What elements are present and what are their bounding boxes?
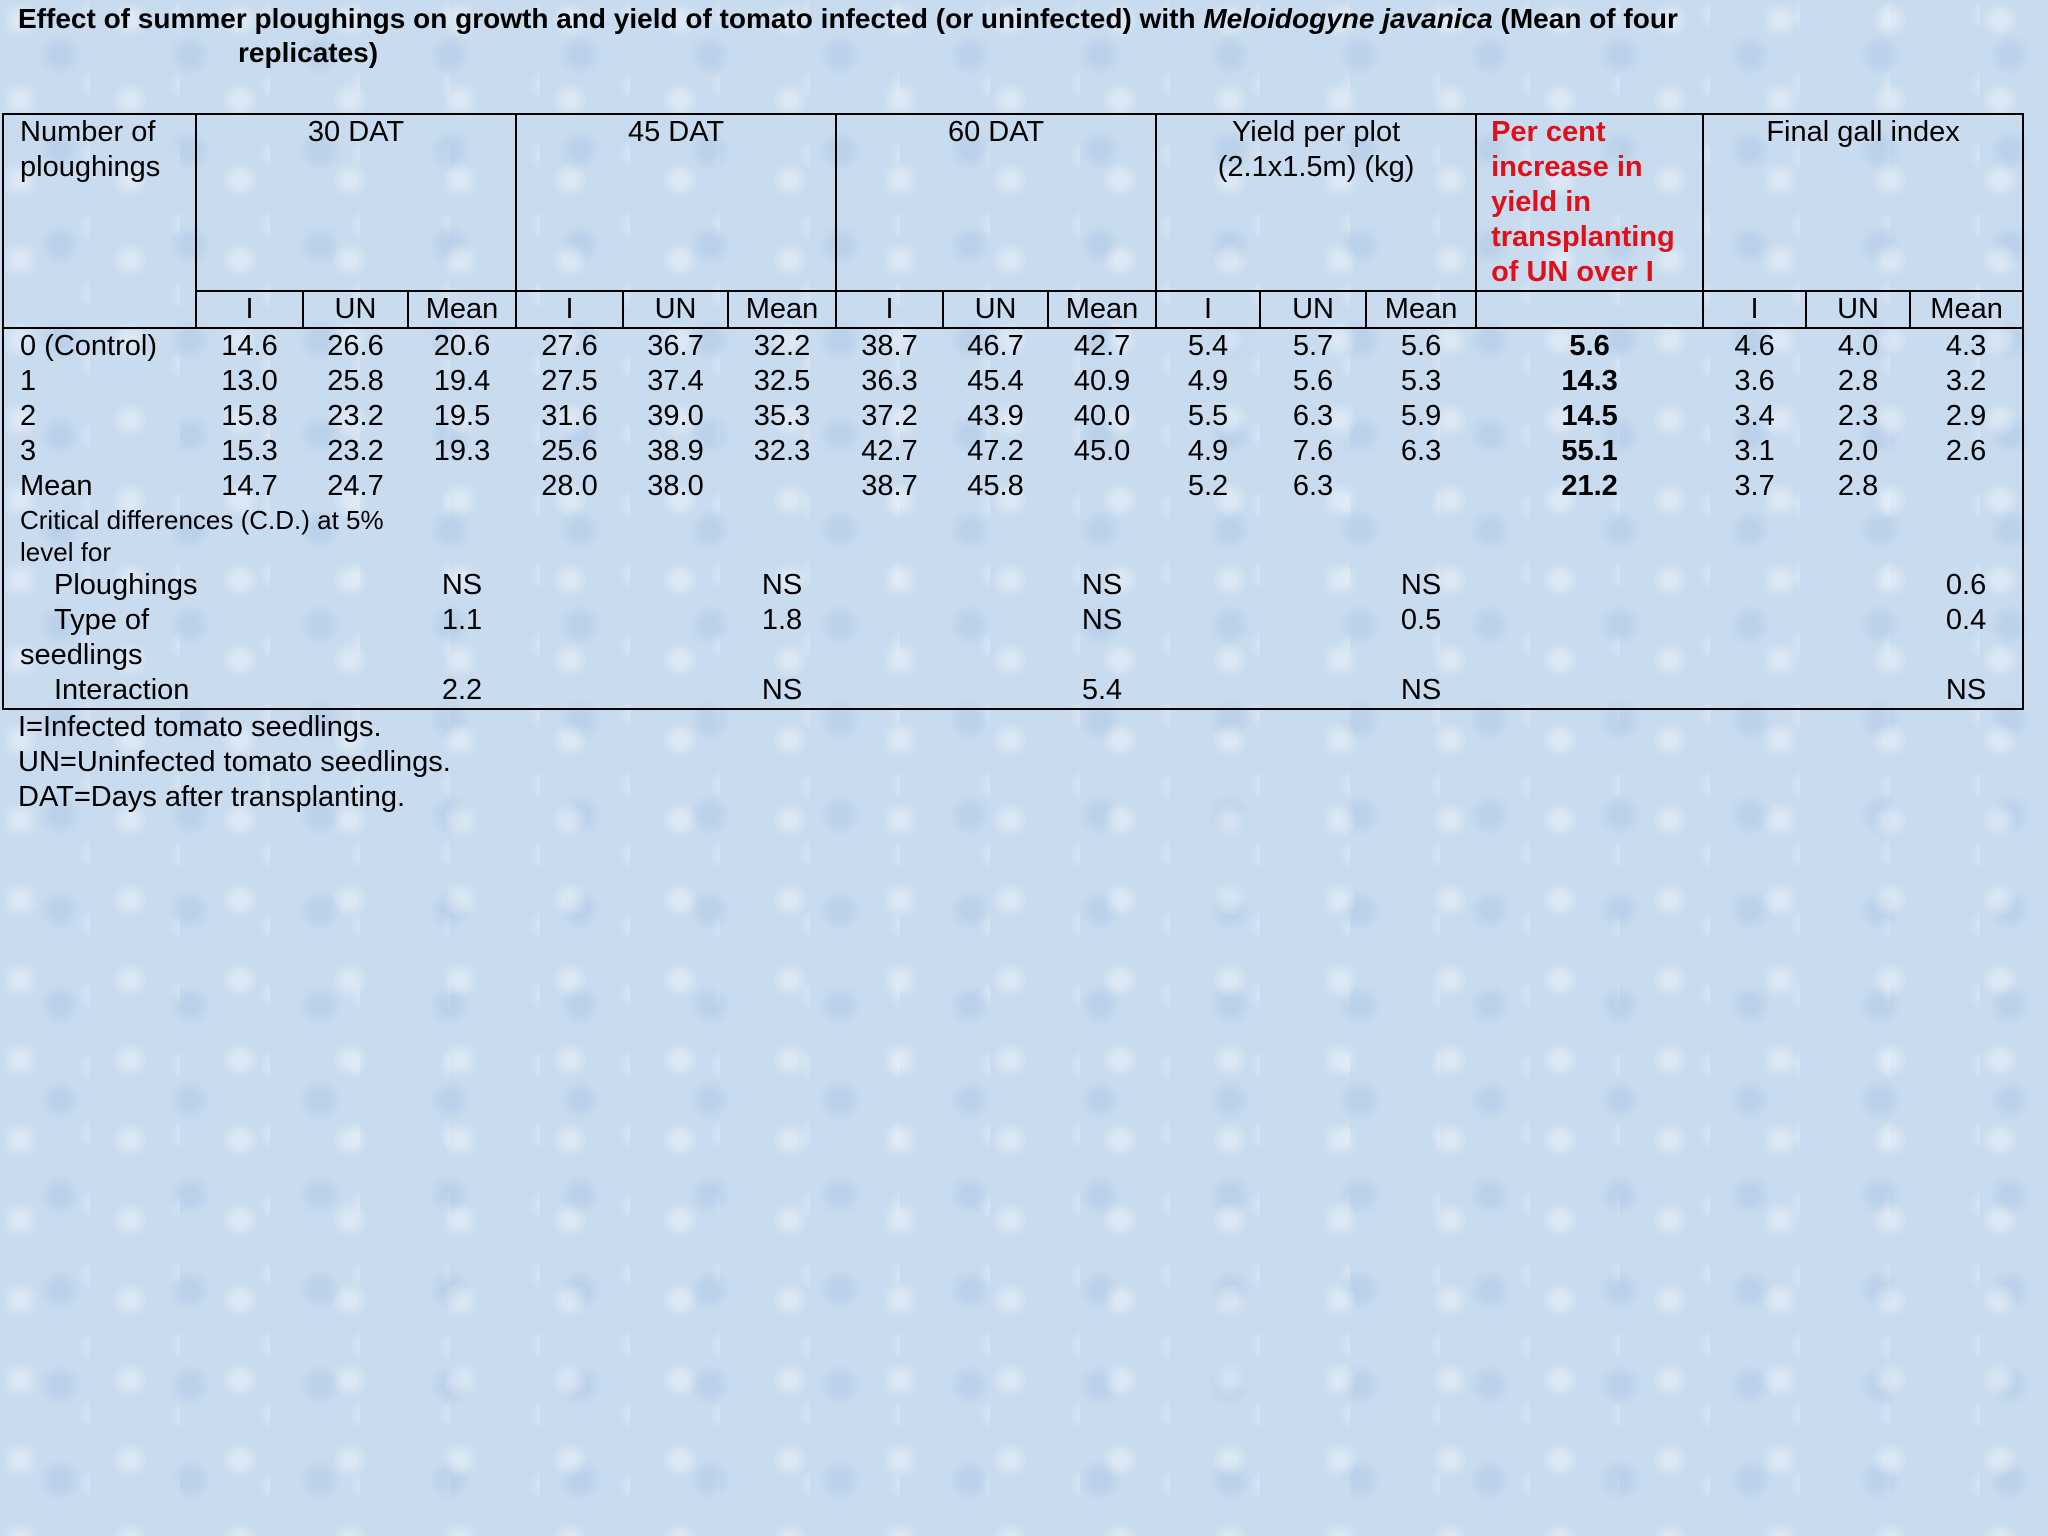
value-cell: 2.8 — [1837, 470, 1879, 502]
row-label: 3 — [3, 434, 196, 469]
empty-cell — [943, 603, 1048, 638]
empty-cell — [836, 568, 943, 603]
value-cell: 32.3 — [753, 435, 811, 467]
value-cell: 2.9 — [1910, 399, 2023, 434]
percent-cell: 55.1 — [1561, 435, 1618, 467]
row-label: 2 — [3, 399, 196, 434]
value-cell: 23.2 — [327, 400, 384, 432]
header-yield: Yield per plot (2.1x1.5m) (kg) — [1156, 114, 1476, 291]
cd-value: NS — [1910, 673, 2023, 709]
value-cell: 27.5 — [541, 365, 598, 397]
cd-value: 1.1 — [441, 604, 483, 636]
cd-row — [3, 673, 2023, 709]
value-cell: 37.4 — [647, 365, 704, 397]
cd-heading-row — [3, 504, 2023, 568]
value-cell: 38.7 — [861, 470, 918, 502]
sub-header-mean: Mean — [1048, 291, 1156, 328]
table-title — [18, 2, 1938, 70]
value-cell: 5.7 — [1292, 330, 1334, 362]
cd-value: 0.5 — [1400, 604, 1442, 636]
value-cell: 3.1 — [1734, 435, 1775, 467]
cd-heading: Critical differences (C.D.) at 5% level for — [3, 504, 408, 568]
empty-cell — [303, 568, 408, 603]
empty-cell — [303, 603, 408, 638]
value-cell: 4.3 — [1910, 328, 2023, 364]
value-cell: 6.3 — [1400, 435, 1442, 467]
empty-cell — [1366, 469, 1476, 504]
sub-header-mean: Mean — [408, 291, 516, 328]
sub-header-mean: Mean — [1366, 291, 1476, 328]
results-table — [2, 113, 2024, 710]
percent-cell: 14.5 — [1561, 400, 1618, 432]
value-cell: 13.0 — [221, 365, 278, 397]
value-cell: 6.3 — [1292, 400, 1334, 432]
empty-cell — [516, 603, 623, 638]
header-row-main — [3, 114, 2023, 291]
empty-cell — [1703, 673, 1806, 709]
sub-header-mean: Mean — [1910, 291, 2023, 328]
value-cell: 27.6 — [541, 330, 598, 362]
value-cell: 26.6 — [327, 330, 384, 362]
value-cell: 4.9 — [1187, 435, 1229, 467]
cd-value: NS — [1366, 673, 1476, 709]
title-text-end: (Mean of four — [1492, 3, 1678, 34]
footnote-dat: DAT=Days after transplanting. — [18, 781, 406, 813]
cd-value: NS — [1400, 569, 1442, 601]
cd-value: 0.4 — [1910, 603, 2023, 638]
value-cell: 36.7 — [647, 330, 704, 362]
value-cell: 47.2 — [967, 435, 1024, 467]
value-cell: 2.3 — [1837, 400, 1879, 432]
sub-header-i: I — [1156, 291, 1260, 328]
sub-header-i: I — [836, 291, 943, 328]
empty-cell — [1910, 469, 2023, 504]
empty-cell — [1476, 568, 1703, 603]
title-line2: replicates) — [238, 37, 379, 68]
value-cell: 5.3 — [1400, 365, 1442, 397]
sub-header-un: UN — [303, 291, 408, 328]
header-60dat: 60 DAT — [836, 114, 1156, 291]
empty-cell — [623, 568, 728, 603]
header-gall: Final gall index — [1703, 114, 2023, 291]
value-cell: 45.8 — [967, 470, 1024, 502]
row-label: Mean — [3, 469, 196, 504]
empty-cell — [1476, 603, 1703, 638]
value-cell: 32.5 — [753, 365, 811, 397]
value-cell: 19.3 — [433, 435, 491, 467]
value-cell: 5.2 — [1187, 470, 1229, 502]
cd-row-cont — [3, 638, 2023, 673]
empty-cell — [1806, 568, 1910, 603]
value-cell: 28.0 — [541, 470, 598, 502]
empty-cell — [196, 638, 2023, 673]
cd-value: NS — [441, 569, 483, 601]
cd-label: Type of — [3, 603, 196, 638]
empty-cell — [1048, 469, 1156, 504]
header-rowlabel: Number of ploughings — [3, 114, 196, 328]
value-cell: 40.9 — [1073, 365, 1131, 397]
sub-header-i: I — [196, 291, 303, 328]
value-cell: 25.8 — [327, 365, 384, 397]
empty-cell — [1260, 673, 1366, 709]
value-cell: 38.9 — [647, 435, 704, 467]
value-cell: 5.5 — [1187, 400, 1229, 432]
value-cell: 45.0 — [1073, 435, 1131, 467]
footnote-un: UN=Uninfected tomato seedlings. — [18, 746, 451, 778]
footnote-i: I=Infected tomato seedlings. — [18, 711, 382, 743]
value-cell: 3.4 — [1734, 400, 1775, 432]
empty-cell — [408, 469, 516, 504]
value-cell: 5.6 — [1292, 365, 1334, 397]
value-cell: 39.0 — [647, 400, 704, 432]
empty-cell — [1260, 603, 1366, 638]
value-cell: 19.4 — [433, 365, 491, 397]
empty-cell — [196, 673, 303, 709]
value-cell: 32.2 — [753, 330, 811, 362]
value-cell: 2.8 — [1837, 365, 1879, 397]
cd-row — [3, 603, 2023, 638]
value-cell: 38.0 — [647, 470, 704, 502]
empty-cell — [516, 673, 623, 709]
percent-cell: 14.3 — [1561, 365, 1618, 397]
footnotes — [18, 710, 451, 815]
sub-header-un: UN — [1806, 291, 1910, 328]
value-cell: 36.3 — [861, 365, 918, 397]
value-cell: 14.7 — [221, 470, 278, 502]
row-label: 0 (Control) — [3, 328, 196, 364]
value-cell: 7.6 — [1292, 435, 1334, 467]
table-row — [3, 399, 2023, 434]
value-cell: 20.6 — [433, 330, 491, 362]
empty-cell — [516, 568, 623, 603]
mean-row — [3, 469, 2023, 504]
value-cell: 31.6 — [541, 400, 598, 432]
value-cell: 24.7 — [327, 470, 384, 502]
value-cell: 2.6 — [1910, 434, 2023, 469]
value-cell: 4.9 — [1187, 365, 1229, 397]
value-cell: 14.6 — [221, 330, 278, 362]
empty-cell — [196, 603, 303, 638]
value-cell: 43.9 — [967, 400, 1024, 432]
value-cell: 38.7 — [861, 330, 918, 362]
sub-header-i: I — [516, 291, 623, 328]
value-cell: 42.7 — [861, 435, 918, 467]
cd-value: 2.2 — [408, 673, 516, 709]
cd-value: NS — [1081, 569, 1123, 601]
empty-cell — [836, 673, 943, 709]
value-cell: 3.7 — [1734, 470, 1775, 502]
percent-cell: 5.6 — [1569, 330, 1610, 362]
value-cell: 40.0 — [1073, 400, 1131, 432]
sub-header-un: UN — [1260, 291, 1366, 328]
empty-cell — [1806, 673, 1910, 709]
cd-value: NS — [761, 569, 803, 601]
empty-cell — [408, 504, 2023, 568]
title-text: Effect of summer ploughings on growth and yield of tomato infected (or uninfected) with — [18, 3, 1204, 34]
value-cell: 42.7 — [1073, 330, 1131, 362]
sub-header-un: UN — [943, 291, 1048, 328]
value-cell: 19.5 — [433, 400, 491, 432]
table-row — [3, 434, 2023, 469]
empty-cell — [1260, 568, 1366, 603]
value-cell: 25.6 — [541, 435, 598, 467]
cd-value: NS — [1081, 604, 1123, 636]
empty-cell — [196, 568, 303, 603]
cd-row — [3, 568, 2023, 603]
header-row-sub — [3, 291, 2023, 328]
value-cell: 2.0 — [1837, 435, 1879, 467]
value-cell: 5.9 — [1400, 400, 1442, 432]
cd-label: Interaction — [3, 673, 196, 709]
value-cell: 35.3 — [753, 400, 811, 432]
value-cell: 5.4 — [1187, 330, 1229, 362]
empty-cell — [943, 673, 1048, 709]
empty-cell — [1703, 568, 1806, 603]
header-percent: Per cent increase in yield in transplanting of UN over I — [1476, 114, 1703, 291]
cd-value: 5.4 — [1048, 673, 1156, 709]
value-cell: 23.2 — [327, 435, 384, 467]
cd-label: Ploughings — [3, 568, 196, 603]
sub-header-i: I — [1703, 291, 1806, 328]
cd-value: 0.6 — [1910, 568, 2023, 603]
value-cell: 6.3 — [1292, 470, 1334, 502]
sub-header-mean: Mean — [728, 291, 836, 328]
empty-cell — [1156, 603, 1260, 638]
value-cell: 3.6 — [1734, 365, 1775, 397]
cd-value: 1.8 — [761, 604, 803, 636]
value-cell: 46.7 — [967, 330, 1024, 362]
empty-cell — [303, 673, 408, 709]
empty-cell — [836, 603, 943, 638]
header-45dat: 45 DAT — [516, 114, 836, 291]
value-cell: 15.3 — [221, 435, 278, 467]
value-cell: 5.6 — [1400, 330, 1442, 362]
empty-cell — [1156, 568, 1260, 603]
empty-cell — [1476, 673, 1703, 709]
value-cell: 3.2 — [1910, 364, 2023, 399]
table-row — [3, 328, 2023, 364]
table-row — [3, 364, 2023, 399]
value-cell: 15.8 — [221, 400, 278, 432]
empty-cell — [943, 568, 1048, 603]
value-cell: 37.2 — [861, 400, 918, 432]
empty-cell — [728, 469, 836, 504]
cd-label: seedlings — [3, 638, 196, 673]
title-species: Meloidogyne javanica — [1203, 3, 1493, 34]
empty-cell — [623, 603, 728, 638]
value-cell: 45.4 — [967, 365, 1024, 397]
cd-value: NS — [728, 673, 836, 709]
sub-header-un: UN — [623, 291, 728, 328]
header-30dat: 30 DAT — [196, 114, 516, 291]
value-cell: 4.0 — [1837, 330, 1879, 362]
empty-cell — [623, 673, 728, 709]
empty-cell — [1703, 603, 1806, 638]
row-label: 1 — [3, 364, 196, 399]
empty-cell — [1806, 603, 1910, 638]
percent-cell: 21.2 — [1561, 470, 1618, 502]
value-cell: 4.6 — [1734, 330, 1775, 362]
empty-cell — [1156, 673, 1260, 709]
table-body — [3, 328, 2023, 709]
sub-header-empty — [1476, 291, 1703, 328]
